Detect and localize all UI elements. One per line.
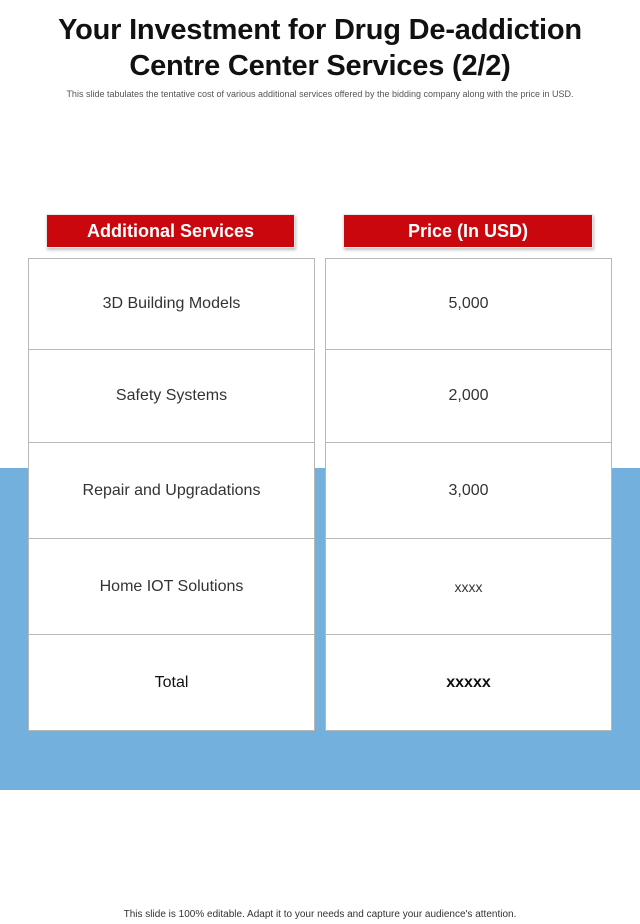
service-cell: Safety Systems	[29, 350, 314, 443]
slide-footer: This slide is 100% editable. Adapt it to your needs and capture your audience's attention.	[123, 909, 517, 920]
slide-subtitle: This slide tabulates the tentative cost of various additional services offered by the bidding company along with the price in USD.	[66, 89, 574, 99]
slide-title: Your Investment for Drug De-addiction Centre Center Services (2/2)	[58, 14, 582, 82]
price-cell: 5,000	[326, 259, 611, 350]
service-cell: Home IOT Solutions	[29, 539, 314, 635]
price-cell: xxxx	[326, 539, 611, 635]
price-column	[325, 258, 612, 731]
price-cell: 2,000	[326, 350, 611, 443]
total-label-cell: Total	[154, 673, 189, 691]
service-cell: Repair and Upgradations	[29, 443, 314, 539]
total-price-cell: xxxxx	[446, 673, 491, 691]
price-cell: 3,000	[326, 443, 611, 539]
header-additional-services: Additional Services	[46, 214, 295, 248]
header-price: Price (In USD)	[343, 214, 593, 248]
services-column	[28, 258, 315, 731]
service-cell: 3D Building Models	[29, 259, 314, 350]
